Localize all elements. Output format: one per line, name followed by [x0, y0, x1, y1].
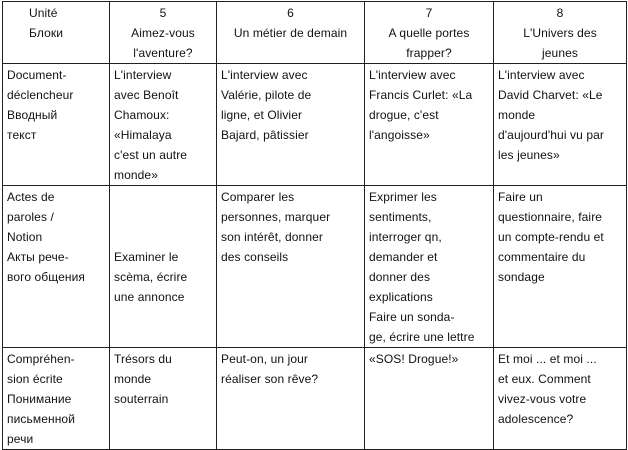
row-label-line: Вводный [7, 108, 58, 122]
row-label-line: Notion [7, 230, 43, 244]
unit-title-line: frapper? [406, 46, 452, 60]
cell-line: ligne, et Olivier [221, 108, 303, 122]
cell-line: d'aujourd'hui vu par [498, 128, 604, 142]
unit-title-line: Aimez-vous [131, 26, 195, 40]
cell-unit-7 [365, 348, 494, 450]
cell-line: commentaire du [498, 250, 586, 264]
row-document-declencheur [3, 64, 627, 186]
unit-title-line: jeunes [542, 46, 578, 60]
cell-line: «SOS! Drogue!» [369, 352, 459, 366]
cell-unit-8 [494, 64, 627, 186]
unit-title-line: A quelle portes [388, 26, 470, 40]
cell-line: Faire un sonda- [369, 310, 455, 324]
cell-spacer [114, 227, 212, 247]
cell-line: l'angoisse» [369, 128, 430, 142]
cell-unit-6 [217, 64, 365, 186]
row-label-cell [3, 64, 110, 186]
cell-unit-7 [365, 186, 494, 348]
cell-line: interroger qn, [369, 230, 442, 244]
unit-number: 5 [159, 6, 167, 20]
cell-unit-5 [110, 64, 217, 186]
syllabus-table [2, 1, 627, 450]
cell-line: drogue, c'est [369, 108, 439, 122]
cell-line: Exprimer les [369, 190, 437, 204]
cell-line: Peut-on, un jour [221, 352, 308, 366]
row-label-line: paroles / [7, 210, 54, 224]
cell-line: monde [498, 108, 536, 122]
cell-line: questionnaire, faire [498, 210, 603, 224]
header-unit-label-cell [3, 2, 110, 64]
cell-line: un compte-rendu et [498, 230, 604, 244]
cell-line: c'est un autre [114, 148, 188, 162]
cell-line: Francis Curlet: «La [369, 88, 473, 102]
cell-line: des conseils [221, 250, 289, 264]
row-label-line: Actes de [7, 190, 55, 204]
cell-line: Trésors du [114, 352, 172, 366]
cell-unit-6 [217, 348, 365, 450]
cell-line: réaliser son rêve? [221, 372, 319, 386]
row-label-line: sion écrite [7, 372, 63, 386]
header-unit-5 [110, 2, 217, 64]
row-label-cell [3, 186, 110, 348]
cell-line: Examiner le [114, 250, 179, 264]
cell-line: Valérie, pilote de [221, 88, 312, 102]
cell-unit-8 [494, 186, 627, 348]
cell-line: L'interview [114, 68, 172, 82]
cell-line: L'interview avec [221, 68, 308, 82]
cell-line: Bajard, pâtissier [221, 128, 309, 142]
cell-unit-5 [110, 186, 217, 348]
row-label-line: Акты рече- [7, 250, 69, 264]
header-unit-6 [217, 2, 365, 64]
cell-line: sentiments, [369, 210, 432, 224]
cell-line: sondage [498, 270, 545, 284]
blocks-label: Блоки [29, 26, 64, 40]
cell-line: explications [369, 290, 433, 304]
cell-spacer [114, 187, 212, 227]
cell-line: demander et [369, 250, 438, 264]
cell-line: les jeunes» [498, 148, 560, 162]
row-label-line: déclencheur [7, 88, 74, 102]
cell-line: «Himalaya [114, 128, 172, 142]
cell-unit-6 [217, 186, 365, 348]
cell-line: Chamoux: [114, 108, 170, 122]
cell-line: ge, écrire une lettre [369, 330, 475, 344]
row-label-line: речи [7, 432, 34, 446]
unit-title-line: Un métier de demain [233, 26, 348, 40]
cell-line: L'interview avec [369, 68, 456, 82]
unit-title-line: l'aventure? [133, 46, 193, 60]
cell-line: David Charvet: «Le [498, 88, 603, 102]
cell-line: vivez-vous votre [498, 392, 587, 406]
cell-unit-8 [494, 348, 627, 450]
cell-line: adolescence? [498, 412, 574, 426]
unit-number: 8 [556, 6, 564, 20]
row-label-line: письменной [7, 412, 76, 426]
row-label-line: Понимание [7, 392, 72, 406]
cell-line: Comparer les [221, 190, 295, 204]
cell-line: scèma, écrire [114, 270, 188, 284]
header-unit-8 [494, 2, 627, 64]
unit-number: 6 [287, 6, 294, 20]
cell-line: monde [114, 372, 152, 386]
cell-line: avec Benoît [114, 88, 179, 102]
cell-line: personnes, marquer [221, 210, 331, 224]
row-label-line: Compréhen- [7, 352, 75, 366]
cell-line: monde» [114, 168, 158, 182]
row-actes-de-paroles [3, 186, 627, 348]
row-label-line: текст [7, 128, 37, 142]
unit-label: Unité [29, 6, 58, 20]
row-comprehension-ecrite [3, 348, 627, 450]
cell-unit-5 [110, 348, 217, 450]
cell-line: une annonce [114, 290, 185, 304]
cell-unit-7 [365, 64, 494, 186]
cell-line: souterrain [114, 392, 169, 406]
cell-line: L'interview avec [498, 68, 585, 82]
cell-line: son intérêt, donner [221, 230, 323, 244]
cell-line: Et moi ... et moi ... [498, 352, 597, 366]
cell-line: Faire un [498, 190, 543, 204]
cell-line: et eux. Comment [498, 372, 591, 386]
header-row [3, 2, 627, 64]
row-label-line: Document- [7, 68, 67, 82]
cell-line: donner des [369, 270, 431, 284]
header-unit-7 [365, 2, 494, 64]
unit-number: 7 [425, 6, 433, 20]
row-label-line: вого общения [7, 270, 86, 284]
row-label-cell [3, 348, 110, 450]
unit-title-line: L'Univers des [523, 26, 597, 40]
